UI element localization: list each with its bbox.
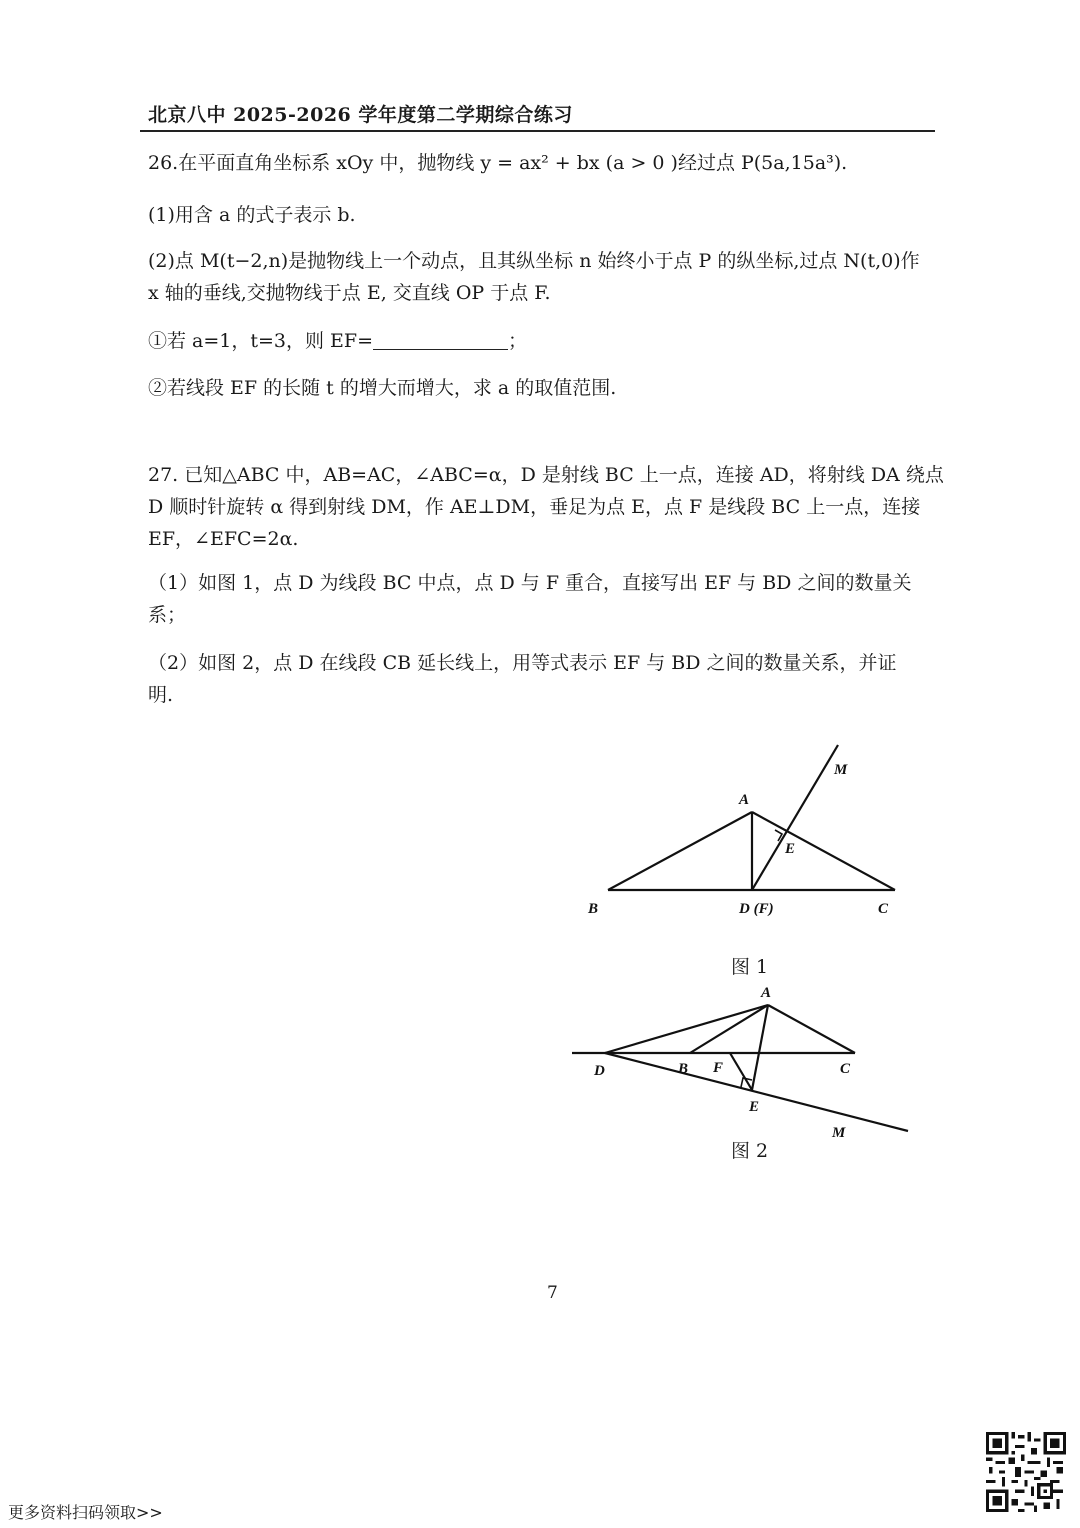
q27-part1-line2: 系； [148, 604, 187, 626]
fig2-segment-AE [752, 1005, 768, 1090]
figure-2 [572, 1005, 908, 1131]
fig2-label-M: M [832, 1125, 846, 1141]
fig1-segment-AC [752, 812, 895, 890]
q26-part2-line2: x 轴的垂线,交抛物线于点 E, 交直线 OP 于点 F. [148, 282, 551, 304]
fig1-ray-DM [752, 745, 838, 890]
fig2-label-E: E [749, 1099, 760, 1115]
q27-stem-line2: D 顺时针旋转 α 得到射线 DM，作 AE⊥DM，垂足为点 E，点 F 是线段 BC 上一点，连接 [148, 496, 921, 518]
fig2-label-C: C [840, 1061, 851, 1077]
q27-part2-line1: （2）如图 2，点 D 在线段 CB 延长线上，用等式表示 EF 与 BD 之间的数量关系，并证 [148, 652, 897, 674]
page-header-title: 北京八中 2025-2026 学年度第二学期综合练习 [148, 104, 573, 126]
footer-promo-link[interactable]: 更多资料扫码领取>> [8, 1503, 163, 1522]
page-number: 7 [547, 1283, 558, 1303]
q27-stem-line1: 27. 已知△ABC 中，AB=AC，∠ABC=α，D 是射线 BC 上一点，连接 AD，将射线 DA 绕点 [148, 464, 944, 486]
figure-1-caption: 图 1 [731, 956, 769, 978]
q27-stem-line3: EF，∠EFC=2α. [148, 528, 299, 550]
fig2-segment-BA [690, 1005, 768, 1053]
q27-part1-line1: （1）如图 1，点 D 为线段 BC 中点，点 D 与 F 重合，直接写出 EF 与 BD 之间的数量关 [148, 572, 912, 594]
fig1-label-D: D (F) [739, 901, 774, 917]
figure-2-caption: 图 2 [731, 1140, 769, 1162]
fig2-segment-DA [605, 1005, 768, 1053]
fig1-label-M: M [834, 762, 848, 778]
fig1-label-E: E [785, 841, 796, 857]
q26-sub1-text: ①若 a=1，t=3，则 EF= [148, 330, 374, 352]
fig2-label-F: F [713, 1060, 724, 1076]
q26-sub2: ②若线段 EF 的长随 t 的增大而增大，求 a 的取值范围. [148, 377, 617, 399]
q27-part2-line2: 明. [148, 684, 174, 706]
q26-stem: 26.在平面直角坐标系 xOy 中，抛物线 y = ax² + bx (a > 0 )经过点 P(5a,15a³). [148, 152, 848, 174]
fig2-segment-AC [768, 1005, 855, 1053]
q26-sub1-suffix: ； [508, 330, 528, 352]
fig2-label-D: D [594, 1063, 605, 1079]
q26-part1: (1)用含 a 的式子表示 b. [148, 204, 356, 226]
fig1-segment-AB [608, 812, 752, 890]
q26-part2-line1: (2)点 M(t−2,n)是抛物线上一个动点，且其纵坐标 n 始终小于点 P 的纵坐标,过点 N(t,0)作 [148, 250, 920, 272]
figure-1 [608, 745, 895, 890]
fig1-label-A: A [739, 792, 750, 808]
fig2-label-B: B [678, 1061, 689, 1077]
qr-code-icon[interactable] [986, 1432, 1066, 1512]
fig2-label-A: A [761, 985, 772, 1001]
fig1-label-C: C [878, 901, 889, 917]
fig1-label-B: B [588, 901, 599, 917]
